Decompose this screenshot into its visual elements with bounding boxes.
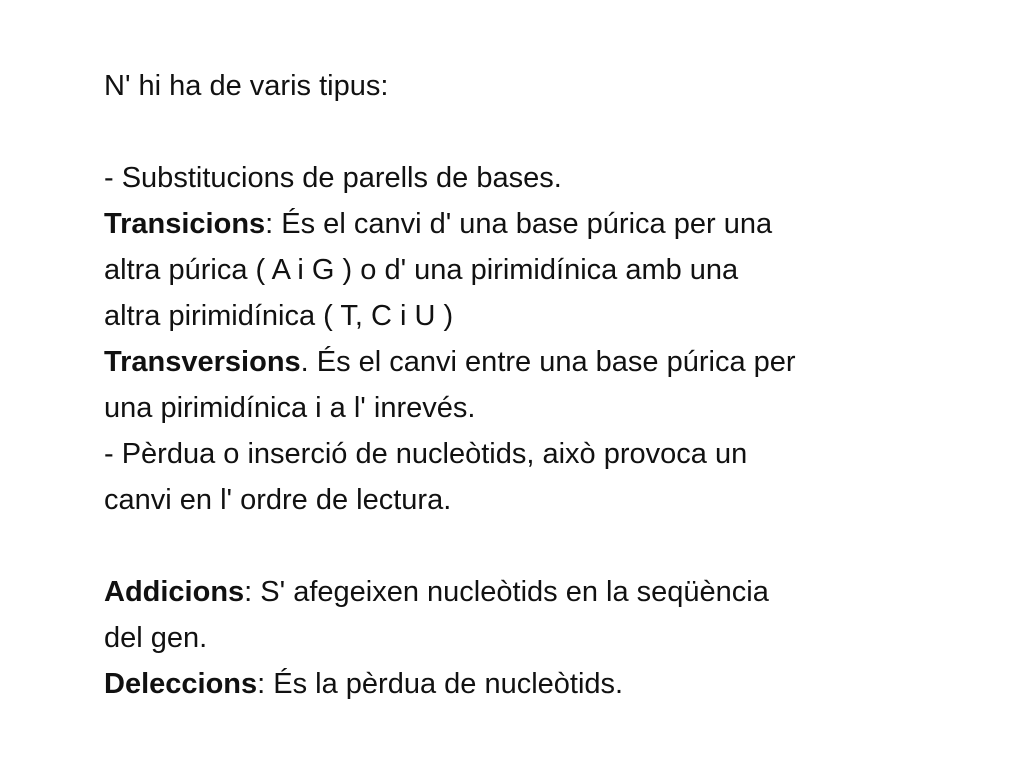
transversions-definition-1: . És el canvi entre una base púrica per — [300, 346, 796, 378]
transversions-line-2: una pirimidínica i a l' inrevés. — [104, 392, 476, 424]
slide-body — [104, 63, 984, 707]
additions-line-1 — [104, 569, 984, 615]
transitions-line-1 — [104, 201, 984, 247]
spacer — [104, 523, 984, 569]
additions-term: Addicions — [104, 576, 245, 608]
substitutions-heading: - Substitucions de parells de bases. — [104, 162, 562, 194]
transitions-line-2: altra púrica ( A i G ) o d' una pirimidínica amb una — [104, 254, 739, 286]
transitions-definition-1: : És el canvi d' una base púrica per una — [265, 208, 773, 240]
transitions-term: Transicions — [104, 208, 266, 240]
deletions-definition-1: : És la pèrdua de nucleòtids. — [257, 668, 624, 700]
intro-line: N' hi ha de varis tipus: — [104, 70, 389, 102]
deletions-term: Deleccions — [104, 668, 258, 700]
loss-insertion-line-1: - Pèrdua o inserció de nucleòtids, això provoca un — [104, 438, 748, 470]
additions-line-2: del gen. — [104, 622, 208, 654]
additions-definition-1: : S' afegeixen nucleòtids en la seqüència — [244, 576, 769, 608]
spacer — [104, 109, 984, 155]
transversions-line-1 — [104, 339, 984, 385]
transversions-term: Transversions — [104, 346, 301, 378]
loss-insertion-line-2: canvi en l' ordre de lectura. — [104, 484, 452, 516]
deletions-line-1 — [104, 661, 984, 707]
transitions-line-3: altra pirimidínica ( T, C i U ) — [104, 300, 454, 332]
